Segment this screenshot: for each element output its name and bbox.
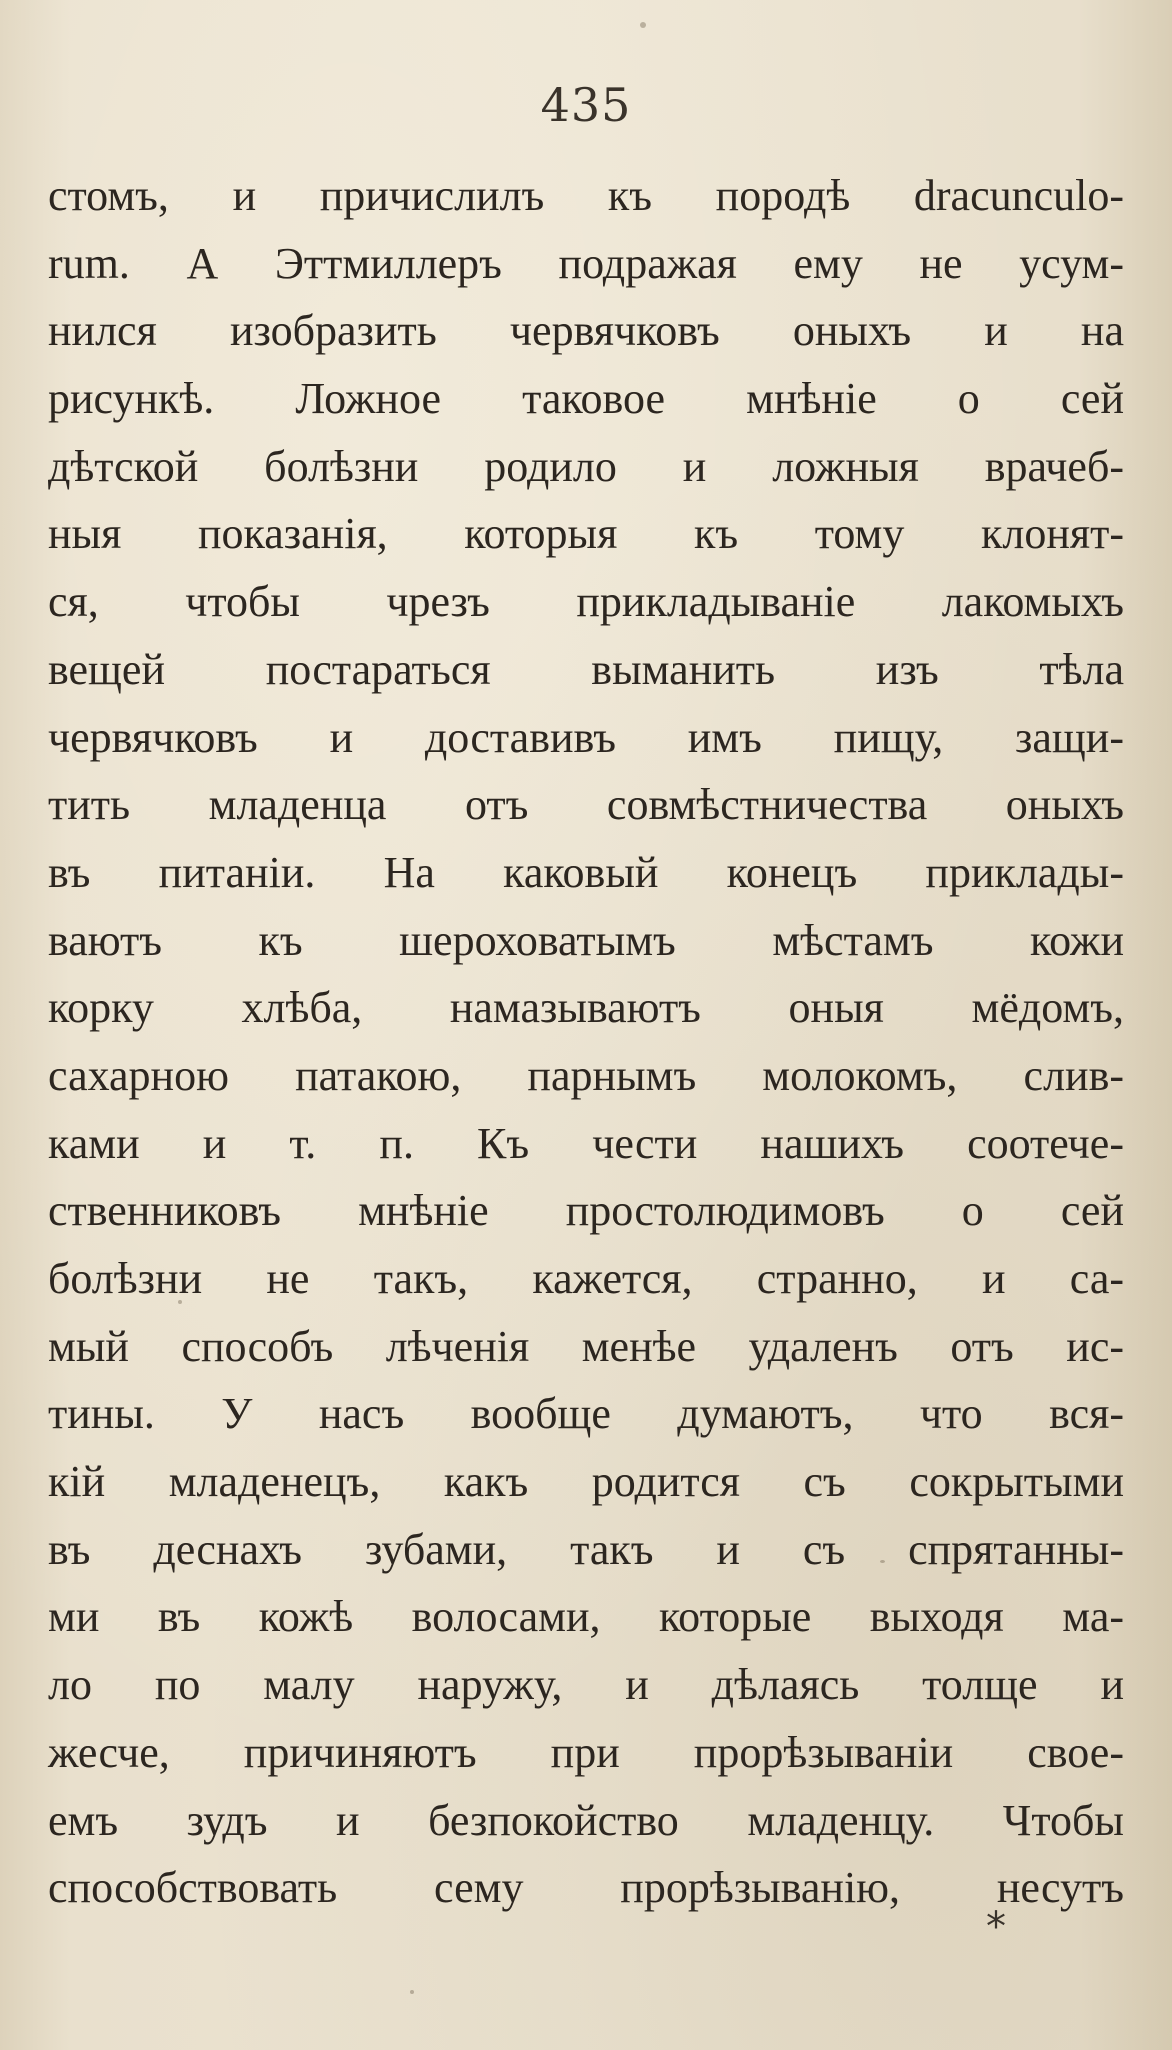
catchword-mark: * [986,1904,1006,1950]
text-line: вещей постараться выманить изъ тѣла [48,644,1124,694]
page-number: 435 [540,78,632,132]
text-line: кій младенецъ, какъ родится съ сокрытыми [48,1457,1124,1507]
text-line: корку хлѣба, намазываютъ оныя мёдомъ, [48,983,1124,1033]
text-line: стомъ, и причислилъ къ породѣ dracunculo- [48,171,1124,220]
text-line: тины. У насъ вообще думаютъ, что вся- [48,1389,1124,1439]
paper-speck [640,22,646,28]
text-line: ныя показанія, которыя къ тому клонят- [48,509,1124,559]
text-line: rum. А Эттмиллеръ подражая ему не усум- [48,238,1124,288]
text-line: ваютъ къ шероховатымъ мѣстамъ кожи [48,915,1124,965]
text-line: ственниковъ мнѣніе простолюдимовъ о сей [48,1186,1124,1236]
paper-speck [880,1560,885,1563]
text-line: способствовать сему прорѣзыванію, несутъ [48,1863,1124,1913]
text-line: нился изобразить червячковъ оныхъ и на [48,306,1124,356]
text-line: емъ зудъ и безпокойство младенцу. Чтобы [48,1795,1124,1845]
text-line: тить младенца отъ совмѣстничества оныхъ [48,780,1124,830]
text-line: жесче, причиняютъ при прорѣзываніи свое- [48,1727,1124,1777]
text-line: въ питаніи. На каковый конецъ приклады- [48,847,1124,897]
text-line: дѣтской болѣзни родило и ложныя врачеб- [48,441,1124,491]
text-line: ло по малу наружу, и дѣлаясь толще и [48,1660,1124,1710]
text-line: болѣзни не такъ, кажется, странно, и са- [48,1254,1124,1303]
text-line: червячковъ и доставивъ имъ пищу, защи- [48,712,1124,762]
paper-speck [410,1990,414,1994]
body-text [48,162,1124,1922]
text-line: въ деснахъ зубами, такъ и съ спрятанны- [48,1524,1124,1574]
text-line: ми въ кожѣ волосами, которые выходя ма- [48,1592,1124,1642]
text-line: сахарною патакою, парнымъ молокомъ, слив- [48,1050,1124,1100]
text-line: рисункѣ. Ложное таковое мнѣніе о сей [48,374,1124,424]
text-line: ся, чтобы чрезъ прикладываніе лакомыхъ [48,577,1124,627]
text-line: ками и т. п. Къ чести нашихъ соотече- [48,1118,1124,1168]
paper-speck [178,1300,182,1304]
text-line: мый способъ лѣченія менѣе удаленъ отъ ис- [48,1321,1124,1371]
